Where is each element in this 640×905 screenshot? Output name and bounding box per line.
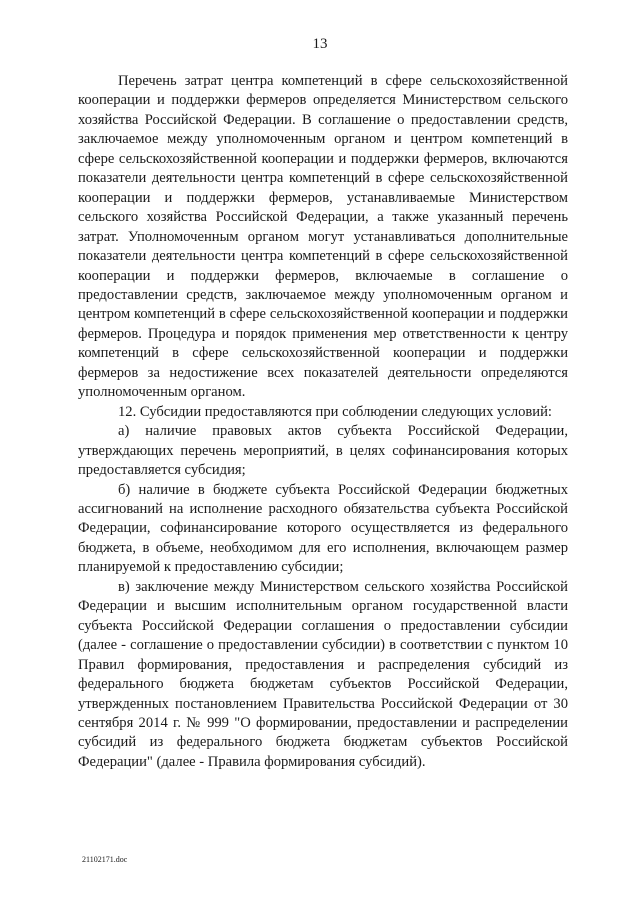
paragraph-item-12v: в) заключение между Министерством сельского хозяйства Российской Федерации и высшим исполнительным органом государственной власти субъекта Российской Федерации соглашения о предоставлении субсидии (далее - соглашение о предоставлении субсидии) в соответствии с пунктом 10 Правил формирования, предоставления и распределения субсидий из федерального бюджета бюджетам субъектов Российской Федерации, утвержденных постановлением Правительства Российской Федерации от 30 сентября 2014 г. № 999 "О формировании, предоставлении и распределении субсидий из федерального бюджета бюджетам субъектов Российской Федерации" (далее - Правила формирования субсидий). [78, 578, 568, 770]
paragraph-item-12a: а) наличие правовых актов субъекта Российской Федерации, утверждающих перечень мероприятий, в целях софинансирования которых предоставляется субсидия; [78, 423, 568, 479]
footer-filename: 21102171.doc [82, 855, 128, 864]
paragraph-item-12b: б) наличие в бюджете субъекта Российской Федерации бюджетных ассигнований на исполнение расходного обязательства субъекта Российской Федерации, софинансирование которого осуществляется из федерального бюджета, в объеме, необходимом для его исполнения, включающем размер планируемой к предоставлению субсидии; [78, 481, 568, 576]
paragraph-expense-list: Перечень затрат центра компетенций в сфере сельскохозяйственной кооперации и поддержки фермеров определяется Министерством сельского хозяйства Российской Федерации. В соглашение о предоставлении средств, заключаемое между уполномоченным органом и центром компетенций в сфере сельскохозяйственной кооперации и поддержки фермеров, включаются показатели деятельности центра компетенций в сфере сельскохозяйственной кооперации и поддержки фермеров, устанавливаемые Министерством сельского хозяйства Российской Федерации, а также указанный перечень затрат. Уполномоченным органом могут устанавливаться дополнительные показатели деятельности центра компетенций в сфере сельскохозяйственной кооперации и поддержки фермеров, включаемые в соглашение о предоставлении средств, заключаемое между уполномоченным органом и центром компетенций в сфере сельскохозяйственной кооперации и поддержки фермеров. Процедура и порядок применения мер ответственности к центру компетенций в сфере сельскохозяйственной кооперации и поддержки фермеров за недостижение всех показателей деятельности определяются уполномоченным органом. [78, 73, 568, 401]
paragraph-item-12: 12. Субсидии предоставляются при соблюдении следующих условий: [118, 403, 552, 420]
page-number: 13 [312, 36, 328, 52]
document-body [78, 72, 568, 772]
